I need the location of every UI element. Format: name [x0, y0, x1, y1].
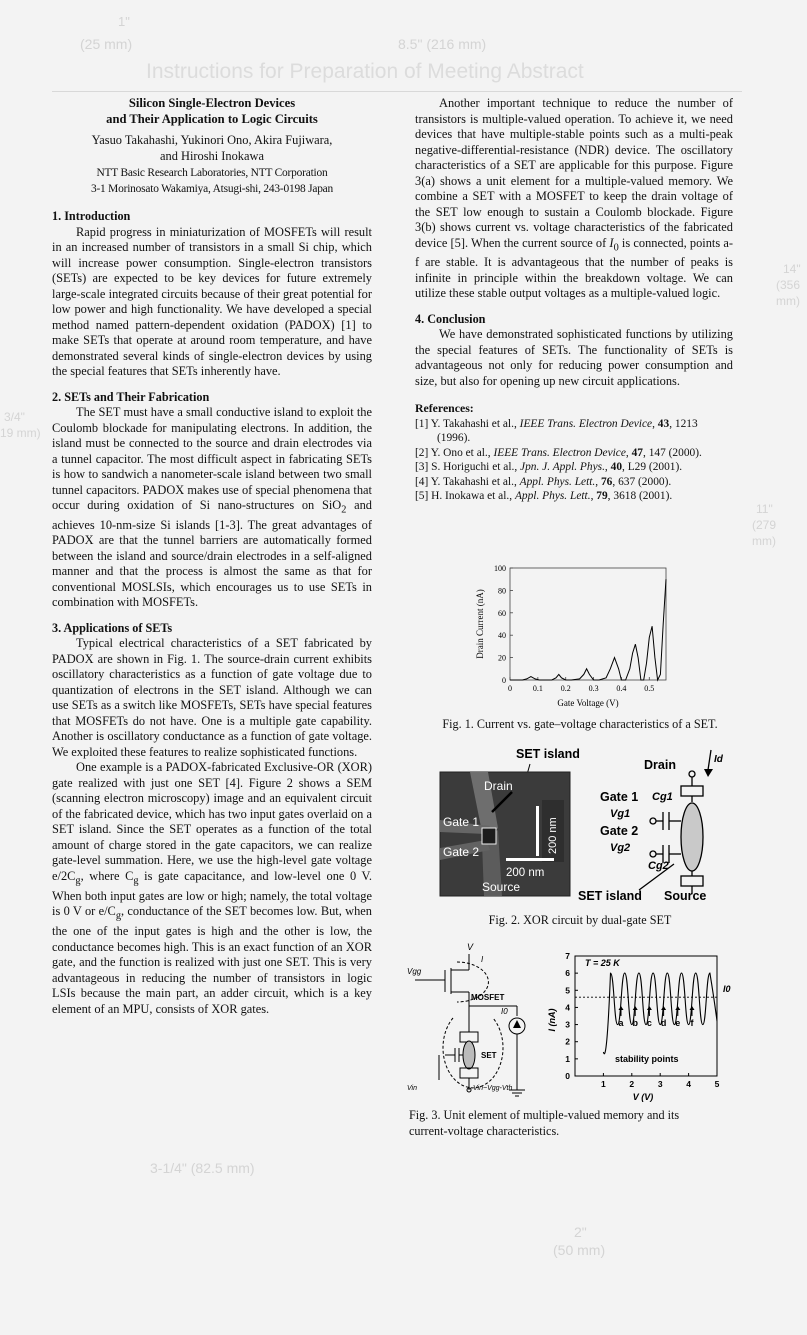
- circuit-vgg-label: Vgg: [407, 967, 422, 976]
- margin-label-right-mid-mm2: mm): [752, 534, 776, 548]
- affiliation-line1: NTT Basic Research Laboratories, NTT Corporation: [96, 167, 328, 179]
- fabrication-text-b: and achieves 10-nm-size Si islands [1-3]. The great advantages of PADOX are that the tunnel barriers are automatically formed between the island and source/drain electrodes in a self-aligned manner and that the process is almost the same as that for conventional MOSLSIs, which encourages us to use SETs in combination with MOSFETs.: [52, 498, 372, 610]
- margin-label-right-mid-mm: (279: [752, 518, 777, 532]
- margin-label-right-top-mm: (356: [776, 278, 801, 292]
- fabrication-paragraph: [52, 405, 372, 611]
- sem-drain-label: Drain: [484, 779, 513, 793]
- margin-label-right-mid: 11": [756, 502, 773, 516]
- fig3b-stable-point-arrowhead: [633, 1006, 638, 1010]
- fig1-y-tick-label: 0: [502, 676, 506, 685]
- margin-label-top-left: 1": [118, 14, 130, 29]
- xor-text-d: , conductance of the SET becomes low. But, when the one of the input gates is high and the other is low, the conductance becomes high. This is an exact function of an XOR gate, and the function is realized with just one SET. This is very advantageous in reducing the number of transistors in logic LSIs because the main part, an adder circuit, which is a key element of an MPU, consists of XOR gates.: [52, 904, 372, 1016]
- reference-item: [2] Y. Ono et al., IEEE Trans. Electron Device, 47, 147 (2000).: [415, 446, 702, 459]
- circuit-drain-label: Drain: [644, 758, 676, 772]
- fig1-x-tick-label: 0.2: [560, 684, 571, 693]
- fig3b-stable-point-arrowhead: [661, 1006, 666, 1010]
- circuit-set-island-label: SET island: [578, 889, 642, 903]
- fig1-y-tick-label: 40: [498, 631, 506, 641]
- figure-3-caption-line2: current-voltage characteristics.: [409, 1124, 560, 1138]
- circuit-set-label: SET: [481, 1051, 497, 1060]
- references-list: [415, 417, 733, 503]
- fig3b-y-tick-label: 2: [565, 1036, 570, 1047]
- fig1-y-tick-label: 80: [498, 586, 506, 596]
- fig3b-y-tick-label: 5: [565, 985, 570, 996]
- figure-3a-circuit: [405, 940, 545, 1100]
- section-conclusion-heading: 4. Conclusion: [415, 311, 486, 326]
- references-heading: References:: [415, 401, 474, 416]
- figure-2: [420, 742, 745, 910]
- cg-subscript-1: g: [75, 875, 81, 887]
- fig3b-stable-point-arrowhead: [675, 1006, 680, 1010]
- fig1-plot-area: [494, 564, 666, 693]
- multivalued-text-b: is connected, points a-f are stable. It is advantageous that the number of peaks is infinite in principle within the breakdown voltage. We can utilize these stable output voltages as a multiple-valued logic.: [415, 235, 733, 301]
- circuit-i0-label: I0: [501, 1007, 508, 1016]
- fig2-set-island-label-top: SET island: [516, 747, 580, 761]
- fig3b-stable-point-label: e: [675, 1018, 681, 1028]
- circuit-vin-label: Vin: [407, 1085, 417, 1092]
- fig1-x-axis-label: Gate Voltage (V): [557, 698, 619, 708]
- circuit-vout-label: Vin~Vgg-Vth: [473, 1085, 513, 1092]
- applications-paragraph-2: [52, 760, 372, 1017]
- fig3b-x-tick-label: 1: [601, 1079, 606, 1089]
- circuit-gate1-label: Gate 1: [600, 790, 639, 804]
- i0-symbol: I: [609, 235, 614, 250]
- paper-title-line1: Silicon Single-Electron Devices: [128, 96, 296, 110]
- figure-1-chart: [470, 556, 700, 710]
- margin-label-right-top: 14": [783, 262, 801, 276]
- fig1-axes-frame: [510, 568, 666, 680]
- fig1-x-tick-label: 0.4: [616, 684, 627, 693]
- circuit-vg1-label: Vg1: [610, 808, 631, 820]
- fig3b-stable-point-arrowhead: [619, 1006, 624, 1010]
- fig3b-y-tick-label: 4: [565, 1002, 570, 1013]
- fig1-x-tick-label: 0.1: [532, 684, 543, 693]
- sem-scale-vertical: 200 nm: [547, 817, 559, 854]
- guide-banner: Instructions for Preparation of Meeting Abstract: [146, 60, 584, 83]
- circuit-cg1-label: Cg1: [652, 791, 673, 803]
- id-arrowhead: [704, 769, 713, 777]
- fig1-y-axis-label: Drain Current (nA): [475, 589, 485, 659]
- fig3b-x-axis-label: V (V): [632, 1092, 654, 1102]
- authors-line2: and Hiroshi Inokawa: [160, 148, 264, 163]
- circuit-id-label: Id: [714, 754, 723, 765]
- current-source-arrow: [513, 1020, 521, 1028]
- section-introduction-heading: 1. Introduction: [52, 209, 131, 223]
- fig3b-y-tick-label: 7: [565, 951, 570, 961]
- fig1-x-tick-label: 0.3: [588, 684, 599, 693]
- introduction-paragraph: Rapid progress in miniaturization of MOSFETs will result in an increased number of transistors in a small Si chip, which will increase power consumption. Single-electron transistors (SETs) are expected to be key devices for future extremely large-scale integrated circuits because of their great potential for low power and high functionality. We have developed a special method named pattern-dependent oxidation (PADOX) [1] to make SETs that operate at around room temperature, and have demonstrated several kinds of single-electron devices by using the special features that SETs inherently have.: [52, 224, 372, 378]
- margin-label-top-left-mm: (25 mm): [80, 36, 133, 52]
- sem-gate2-label: Gate 2: [443, 845, 480, 859]
- sem-source-label: Source: [482, 880, 521, 894]
- fig1-y-tick-label: 100: [494, 564, 506, 573]
- fig3b-stable-point-arrowhead: [690, 1006, 695, 1010]
- reference-item: [5] H. Inokawa et al., Appl. Phys. Lett., 79, 3618 (2001).: [415, 490, 673, 502]
- circuit-mosfet-label: MOSFET: [471, 993, 505, 1002]
- margin-label-left-mid-mm: 19 mm): [0, 426, 41, 440]
- authors-line1: Yasuo Takahashi, Yukinori Ono, Akira Fujiwara,: [91, 133, 333, 147]
- xor-text-c: is gate capacitance, and low-level one 0 V. When both input gates are low or high; namely, the total voltage is 0 V or e/C: [52, 868, 373, 919]
- fig3b-i0-label: I0: [723, 984, 731, 994]
- circuit-i-label: I: [481, 955, 484, 964]
- circuit-source-label: Source: [664, 889, 707, 903]
- left-column: [52, 96, 372, 1017]
- fig3b-temperature-annotation: T = 25 K: [585, 958, 620, 968]
- fig3b-stable-point-label: a: [618, 1018, 624, 1028]
- margin-label-bottom-right-mm: (50 mm): [553, 1242, 606, 1258]
- fig3b-stable-point-label: f: [690, 1018, 694, 1028]
- figure-3b-chart: [545, 944, 745, 1104]
- memory-circuit-wires: [415, 954, 525, 1096]
- figure-3-caption-line1: Fig. 3. Unit element of multiple-valued memory and its: [409, 1108, 680, 1122]
- sem-gate1-label: Gate 1: [443, 815, 480, 829]
- circuit-gate2-label: Gate 2: [600, 824, 639, 838]
- reference-item: [3] S. Horiguchi et al., Jpn. J. Appl. Phys., 40, L29 (2001).: [415, 461, 683, 474]
- fig3b-x-tick-label: 2: [629, 1079, 635, 1089]
- conclusion-paragraph: We have demonstrated sophisticated functions by utilizing the special features of SETs. The functionality of SETs is advantageous not only for reducing power consumption and size, but also for opening up new circuit applications.: [415, 327, 733, 388]
- reference-item: [4] Y. Takahashi et al., Appl. Phys. Lett., 76, 637 (2000).: [415, 475, 672, 488]
- circuit-cg2-label: Cg2: [648, 860, 669, 872]
- sem-scale-horizontal: 200 nm: [506, 867, 545, 879]
- fig3b-y-axis-label: I (nA): [547, 1008, 557, 1032]
- fig3b-x-tick-label: 4: [686, 1079, 691, 1089]
- section-fabrication-heading: 2. SETs and Their Fabrication: [52, 389, 210, 404]
- fig1-x-tick-label: 0.5: [644, 684, 655, 693]
- margin-label-bottom-right: 2": [574, 1224, 587, 1240]
- margin-label-left-mid: 3/4": [4, 410, 25, 424]
- i0-subscript: 0: [613, 241, 619, 253]
- applications-paragraph-1: Typical electrical characteristics of a SET fabricated by PADOX are shown in Fig. 1. The source-drain current exhibits oscillatory characteristics as a function of gate voltage due to quantization of electrons in the SET island. Although we can use SETs as a switch like MOSFETs, SETs have special features that MOSFETs do not have. One is a multiple gate capability. Another is oscillatory conductance as a function of gate voltage. We exploited these features to realize sophisticated functions.: [52, 636, 372, 759]
- right-column: [415, 96, 733, 503]
- fig3b-stable-point-label: b: [632, 1018, 638, 1028]
- multivalued-paragraph: [415, 96, 733, 302]
- fig1-current-curve: [510, 579, 666, 680]
- sem-image: [440, 772, 570, 896]
- guide-line-top: [52, 91, 742, 92]
- margin-label-top-width: 8.5" (216 mm): [398, 36, 487, 52]
- sio2-subscript: 2: [341, 504, 347, 516]
- section-applications-heading: 3. Applications of SETs: [52, 620, 173, 635]
- fig3b-y-tick-label: 3: [565, 1019, 570, 1030]
- fig3b-x-tick-label: 3: [657, 1079, 663, 1089]
- xor-text-a: One example is a PADOX-fabricated Exclusive-OR (XOR) gate realized with just one SET [4]. Figure 2 shows a SEM (scanning electron microscopy) image and an equivalent circuit of the fabricated device, which has two input gates overlaid on a SET island. Since the SET operates as a function of the total amount of charge stored in the gate capacitors, we can realize gate-level summation. Here, we use the high-level gate voltage e/2C: [52, 760, 372, 883]
- margin-label-right-top-mm2: mm): [776, 294, 800, 308]
- fig1-y-tick-label: 20: [498, 653, 506, 663]
- cg-subscript-3: g: [115, 910, 121, 922]
- fig3b-y-tick-label: 6: [565, 968, 570, 979]
- paper-title-line2: and Their Application to Logic Circuits: [106, 111, 318, 126]
- multivalued-text-a: Another important technique to reduce the number of transistors is multiple-valued operation. To achieve it, we need devices that have multiple-stable points such as a multi-peak negative-differential-resistance (NDR) device. The oscillatory characteristics of a SET are applicable for this purpose. Figure 3(a) shows a unit element for a multiple-valued memory. We combine a SET with a MOSFET to keep the drain voltage of the SET low enough to sustain a Coulomb blockade. Figure 3(b) shows current vs. voltage characteristics of the fabricated device [5]. When the current source of: [415, 96, 733, 250]
- fabrication-text-a: The SET must have a small conductive island to exploit the Coulomb blockade for manipulating electrons. In addition, the island must be connected to the source and drain electrodes via a tunnel capacitor. The most difficult aspect in fabricating SETs is how to sandwich a nanometer-scale island between two small tunnel capacitors. PADOX makes use of special phenomena that occur during oxidation of Si nano-structures on SiO: [52, 405, 372, 512]
- circuit-vg2-label: Vg2: [610, 842, 631, 854]
- reference-item: [1] Y. Takahashi et al., IEEE Trans. Electron Device, 43, 1213 (1996).: [415, 417, 698, 445]
- fig1-x-tick-label: 0: [508, 684, 512, 693]
- xor-text-b: , where C: [80, 868, 134, 883]
- fig3b-stability-points-label: stability points: [615, 1054, 679, 1064]
- fig3b-iv-curve: [603, 973, 717, 1054]
- fig3b-y-tick-label: 0: [565, 1071, 570, 1081]
- fig3b-stable-point-label: c: [646, 1018, 652, 1028]
- circuit-v-label: V: [467, 942, 474, 952]
- fig3b-stable-point-arrowhead: [647, 1006, 652, 1010]
- cg-subscript-2: g: [133, 875, 139, 887]
- figure-1-caption: Fig. 1. Current vs. gate–voltage characteristics of a SET.: [442, 717, 718, 731]
- affiliation-line2: 3-1 Morinosato Wakamiya, Atsugi-shi, 243-0198 Japan: [90, 182, 334, 195]
- fig3b-y-tick-label: 1: [565, 1053, 570, 1064]
- fig1-y-tick-label: 60: [498, 608, 506, 618]
- fig3b-x-tick-label: 5: [714, 1079, 720, 1089]
- fig3b-stable-point-label: d: [660, 1018, 667, 1028]
- figure-2-caption: Fig. 2. XOR circuit by dual-gate SET: [488, 913, 672, 927]
- fig3b-plot-area: [565, 951, 719, 1089]
- margin-label-bottom-left: 3-1/4" (82.5 mm): [150, 1160, 255, 1176]
